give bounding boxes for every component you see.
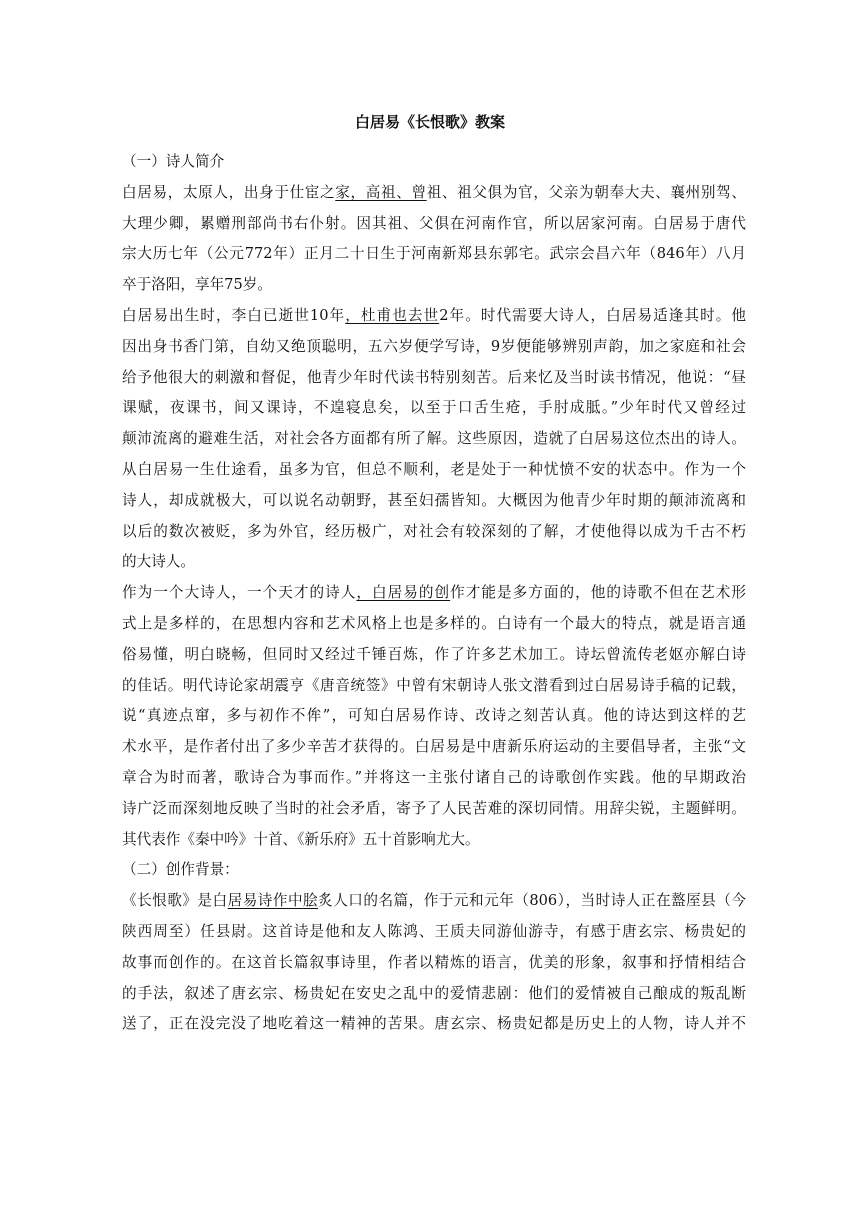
- underlined-text: 家，高祖、曾: [335, 183, 427, 201]
- text-run: 宗大历七年（公元772年）正月二十日生于河南新郑县东郭宅。武宗会昌六年（846年）八月: [122, 245, 746, 263]
- text-run: 章合为时而著，歌诗合为事而作。”并将这一主张付诸自己的诗歌创作实践。他的早期政治: [122, 768, 746, 786]
- text-line: [122, 393, 746, 424]
- text-line: [122, 855, 746, 886]
- text-run: 陕西周至）任县尉。这首诗是他和友人陈鸿、王质夫同游仙游寺，有感于唐玄宗、杨贵妃的: [122, 922, 746, 940]
- text-line: [122, 547, 746, 578]
- text-line: [122, 332, 746, 363]
- text-run: 诗广泛而深刻地反映了当时的社会矛盾，寄予了人民苦难的深切同情。用辞尖锐，主题鲜明。: [122, 799, 746, 817]
- text-line: [122, 578, 746, 609]
- text-run: 送了，正在没完没了地吃着这一精神的苦果。唐玄宗、杨贵妃都是历史上的人物，诗人并不: [122, 1015, 746, 1033]
- document-title: 白居易《长恨歌》教案: [354, 113, 505, 131]
- text-line: [122, 886, 746, 917]
- text-run: 炙人口的名篇，作于元和元年（806），当时诗人正在盩厔县（今: [318, 892, 746, 910]
- text-line: [122, 701, 746, 732]
- text-run: 课赋，夜课书，间又课诗，不遑寝息矣，以至于口舌生疮，手肘成胝。”少年时代又曾经过: [122, 399, 746, 417]
- text-line: [122, 640, 746, 671]
- underlined-text: 居易诗作中脍: [227, 892, 319, 910]
- text-run: 颠沛流离的避难生活，对社会各方面都有所了解。这些原因，造就了白居易这位杰出的诗人。: [122, 430, 746, 448]
- text-run: 作才能是多方面的，他的诗歌不但在艺术形: [450, 584, 746, 602]
- text-run: （二）创作背景：: [122, 861, 239, 879]
- text-run: 2年。时代需要大诗人，白居易适逢其时。他: [439, 306, 746, 324]
- text-run: 《长恨歌》是白: [122, 892, 228, 910]
- text-line: [122, 455, 746, 486]
- text-run: 卒于洛阳，享年75岁。: [122, 276, 272, 294]
- document-body: [122, 147, 746, 1040]
- text-line: [122, 363, 746, 394]
- text-line: [122, 147, 746, 178]
- text-line: [122, 825, 746, 856]
- text-line: [122, 178, 746, 209]
- text-run: 大理少卿，累赠刑部尚书右仆射。因其祖、父俱在河南作官，所以居家河南。白居易于唐代: [122, 214, 746, 232]
- text-line: [122, 671, 746, 702]
- text-run: 因出身书香门第，自幼又绝顶聪明，五六岁便学写诗，9岁便能够辨别声韵，加之家庭和社会: [122, 337, 746, 355]
- text-line: [122, 609, 746, 640]
- text-run: 俗易懂，明白晓畅，但同时又经过千锤百炼，作了许多艺术加工。诗坛曾流传老妪亦解白诗: [122, 645, 746, 663]
- text-line: [122, 270, 746, 301]
- underlined-text: ，杜甫也去世: [345, 306, 440, 324]
- text-run: 从白居易一生仕途看，虽多为官，但总不顺利，老是处于一种忧愤不安的状态中。作为一个: [122, 460, 746, 478]
- text-run: 祖、祖父俱为官，父亲为朝奉大夫、襄州别驾、: [426, 183, 746, 201]
- text-run: 白居易，太原人，出身于仕宦之: [122, 183, 336, 201]
- text-run: 说“真迹点窜，多与初作不侔”，可知白居易作诗、改诗之刻苦认真。他的诗达到这样的艺: [122, 707, 746, 725]
- text-run: （一）诗人简介: [122, 153, 225, 170]
- text-line: [122, 1009, 746, 1040]
- text-line: [122, 763, 746, 794]
- text-run: 诗人，却成就极大，可以说名动朝野，甚至妇孺皆知。大概因为他青少年时期的颠沛流离和: [122, 491, 746, 509]
- text-line: [122, 486, 746, 517]
- text-line: [122, 424, 746, 455]
- text-line: [122, 517, 746, 548]
- text-run: 的手法，叙述了唐玄宗、杨贵妃在安史之乱中的爱情悲剧：他们的爱情被自己酿成的叛乱断: [122, 984, 746, 1002]
- text-run: 式上是多样的，在思想内容和艺术风格上也是多样的。白诗有一个最大的特点，就是语言通: [122, 614, 746, 632]
- text-line: [122, 239, 746, 270]
- underlined-text: ，白居易的创: [356, 584, 451, 602]
- text-line: [122, 794, 746, 825]
- text-run: 其代表作《秦中吟》十首、《新乐府》五十首影响尤大。: [122, 830, 480, 848]
- text-line: [122, 732, 746, 763]
- text-run: 的大诗人。: [122, 553, 195, 571]
- text-run: 故事而创作的。在这首长篇叙事诗里，作者以精炼的语言，优美的形象，叙事和抒情相结合: [122, 953, 746, 971]
- text-run: 给予他很大的刺激和督促，他青少年时代读书特别刻苦。后来忆及当时读书情况，他说：“昼: [122, 368, 746, 386]
- text-run: 的佳话。明代诗论家胡震亨《唐音统签》中曾有宋朝诗人张文潜看到过白居易诗手稿的记载，: [122, 676, 746, 694]
- text-line: [122, 979, 746, 1010]
- text-line: [122, 917, 746, 948]
- text-line: [122, 948, 746, 979]
- text-line: [122, 301, 746, 332]
- text-run: 以后的数次被贬，多为外官，经历极广，对社会有较深刻的了解，才使他得以成为千古不朽: [122, 522, 746, 540]
- text-run: 术水平，是作者付出了多少辛苦才获得的。白居易是中唐新乐府运动的主要倡导者，主张“文: [122, 738, 746, 756]
- text-run: 白居易出生时，李白已逝世10年: [122, 306, 346, 324]
- text-line: [122, 209, 746, 240]
- text-run: 作为一个大诗人，一个天才的诗人: [122, 584, 357, 602]
